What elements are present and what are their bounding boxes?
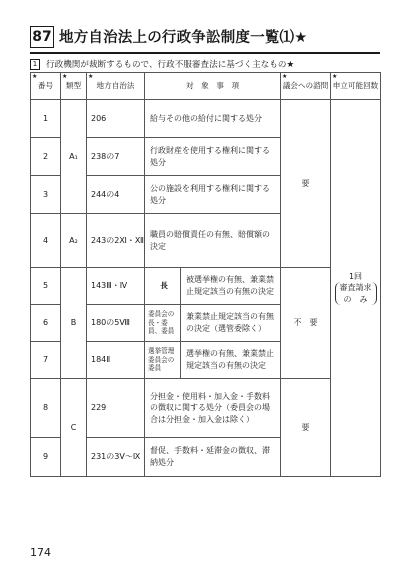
row-law: 184Ⅱ	[87, 342, 145, 379]
section-number: 87	[30, 26, 54, 48]
row-kind: 委員会の長・委員、委員	[145, 304, 181, 341]
row-target: 職員の賠償責任の有無、賠償額の決定	[145, 214, 281, 268]
row-no: 5	[31, 267, 61, 304]
row-target: 選挙権の有無、兼業禁止規定該当の有無の決定	[181, 342, 281, 379]
row-law: 180の5Ⅷ	[87, 304, 145, 341]
row-no: 8	[31, 379, 61, 438]
row-no: 2	[31, 138, 61, 176]
table-row	[31, 379, 381, 438]
limit-note: 審査請求 の み	[335, 282, 377, 304]
row-target: 給与その他の給付に関する処分	[145, 100, 281, 138]
row-kind: 長	[145, 267, 181, 304]
table-header-row	[31, 73, 381, 100]
header-target: 対 象 事 項	[145, 73, 281, 100]
subtitle-marker: 1	[30, 59, 40, 70]
row-kind: 選挙管理委員会の委員	[145, 342, 181, 379]
row-target: 公の施設を利用する権利に関する処分	[145, 176, 281, 214]
row-target: 分担金・使用料・加入金・手数料の徴収に関する処分（委員会の場合は分担金・加入金は除く）	[145, 379, 281, 438]
row-law: 231の3Ⅴ～Ⅸ	[87, 437, 145, 476]
row-no: 3	[31, 176, 61, 214]
row-no: 6	[31, 304, 61, 341]
row-no: 1	[31, 100, 61, 138]
council-group2: 不 要	[281, 267, 331, 378]
type-a1: A₁	[61, 100, 87, 214]
limit-cell	[331, 100, 381, 477]
row-law: 243の2Ⅺ・Ⅻ	[87, 214, 145, 268]
row-target: 兼業禁止規定該当の有無の決定（選管委除く）	[181, 304, 281, 341]
row-law: 238の7	[87, 138, 145, 176]
council-group1: 要	[281, 100, 331, 268]
row-law: 229	[87, 379, 145, 438]
table-row	[31, 100, 381, 138]
row-no: 4	[31, 214, 61, 268]
row-target: 被選挙権の有無、兼業禁止規定該当の有無の決定	[181, 267, 281, 304]
type-b: B	[61, 267, 87, 378]
header-limit: ★ 申立可能回数	[331, 73, 381, 100]
procedures-table	[30, 72, 381, 477]
section-header	[30, 22, 380, 54]
row-target: 督促、手数料・延滞金の徴収、滞納処分	[145, 437, 281, 476]
subtitle	[30, 58, 294, 70]
table-row	[31, 267, 381, 304]
header-type: ★ 類型	[61, 73, 87, 100]
page-number: 174	[30, 546, 51, 559]
row-target: 行政財産を使用する権利に関する処分	[145, 138, 281, 176]
subtitle-text: 行政機関が裁断するもので、行政不服審査法に基づく主なもの★	[46, 60, 295, 70]
council-group3: 要	[281, 379, 331, 477]
row-no: 7	[31, 342, 61, 379]
type-c: C	[61, 379, 87, 477]
row-law: 206	[87, 100, 145, 138]
header-law: ★ 地方自治法	[87, 73, 145, 100]
section-title: 地方自治法上の行政争訟制度一覧⑴★	[59, 30, 308, 46]
header-council: ★ 議会への諮問	[281, 73, 331, 100]
limit-count: 1回	[348, 272, 363, 282]
type-a2: A₂	[61, 214, 87, 268]
row-law: 244の4	[87, 176, 145, 214]
header-no: ★ 番号	[31, 73, 61, 100]
row-law: 143Ⅲ・Ⅳ	[87, 267, 145, 304]
row-no: 9	[31, 437, 61, 476]
